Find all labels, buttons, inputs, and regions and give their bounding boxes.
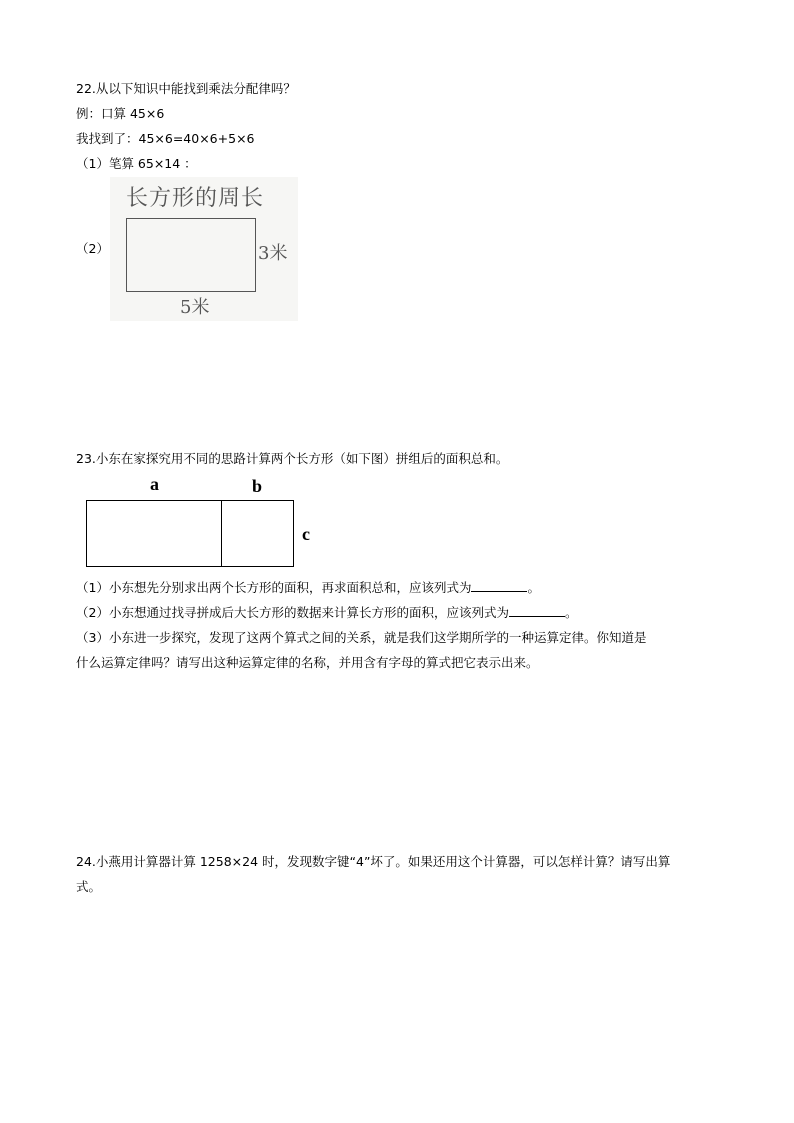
label-c: c: [302, 524, 310, 544]
q23-part1-text: （1）小东想先分别求出两个长方形的面积，再求面积总和，应该列式为: [76, 580, 472, 595]
rectangle-shape: [126, 218, 256, 292]
q22-title: 22.从以下知识中能找到乘法分配律吗？: [76, 81, 296, 96]
rectangle-b: [221, 500, 294, 567]
q23-part1-end: 。: [527, 580, 540, 595]
q22-part1: （1）笔算 65×14 ：: [76, 156, 197, 171]
answer-blank-1[interactable]: [471, 579, 527, 592]
rectangle-width-label: 5米: [180, 297, 210, 318]
q22-example: 例：口算 45×6: [76, 106, 165, 121]
perimeter-figure: [110, 177, 298, 321]
q23-title: 23.小东在家探究用不同的思路计算两个长方形（如下图）拼组后的面积总和。: [76, 451, 509, 466]
q24-line1: 24.小燕用计算器计算 1258×24 时，发现数字键“4”坏了。如果还用这个计算器，可以怎样计算？请写出算: [76, 854, 671, 869]
q22-found: 我找到了：45×6=40×6+5×6: [76, 131, 255, 146]
q23-part2-end: 。: [564, 605, 578, 620]
label-a: a: [150, 474, 159, 494]
q24-line2: 式。: [76, 879, 102, 894]
q23-part2: [76, 604, 577, 622]
q23-part2-text: （2）小东想通过找寻拼成后大长方形的数据来计算长方形的面积，应该列式为: [76, 605, 509, 620]
answer-blank-2[interactable]: [509, 604, 565, 617]
label-b: b: [252, 476, 263, 496]
q23-part1: [76, 579, 540, 597]
q22-part2-label: （2）: [76, 241, 109, 256]
rectangle-a: [86, 500, 222, 567]
rectangle-height-label: 3米: [258, 243, 288, 264]
q23-part3-line1: （3）小东进一步探究，发现了这两个算式之间的关系，就是我们这学期所学的一种运算定律。你知道是: [76, 630, 647, 645]
q23-part3-line2: 什么运算定律吗？请写出这种运算定律的名称，并用含有字母的算式把它表示出来。: [76, 655, 539, 670]
perimeter-figure-title: 长方形的周长: [126, 186, 265, 211]
